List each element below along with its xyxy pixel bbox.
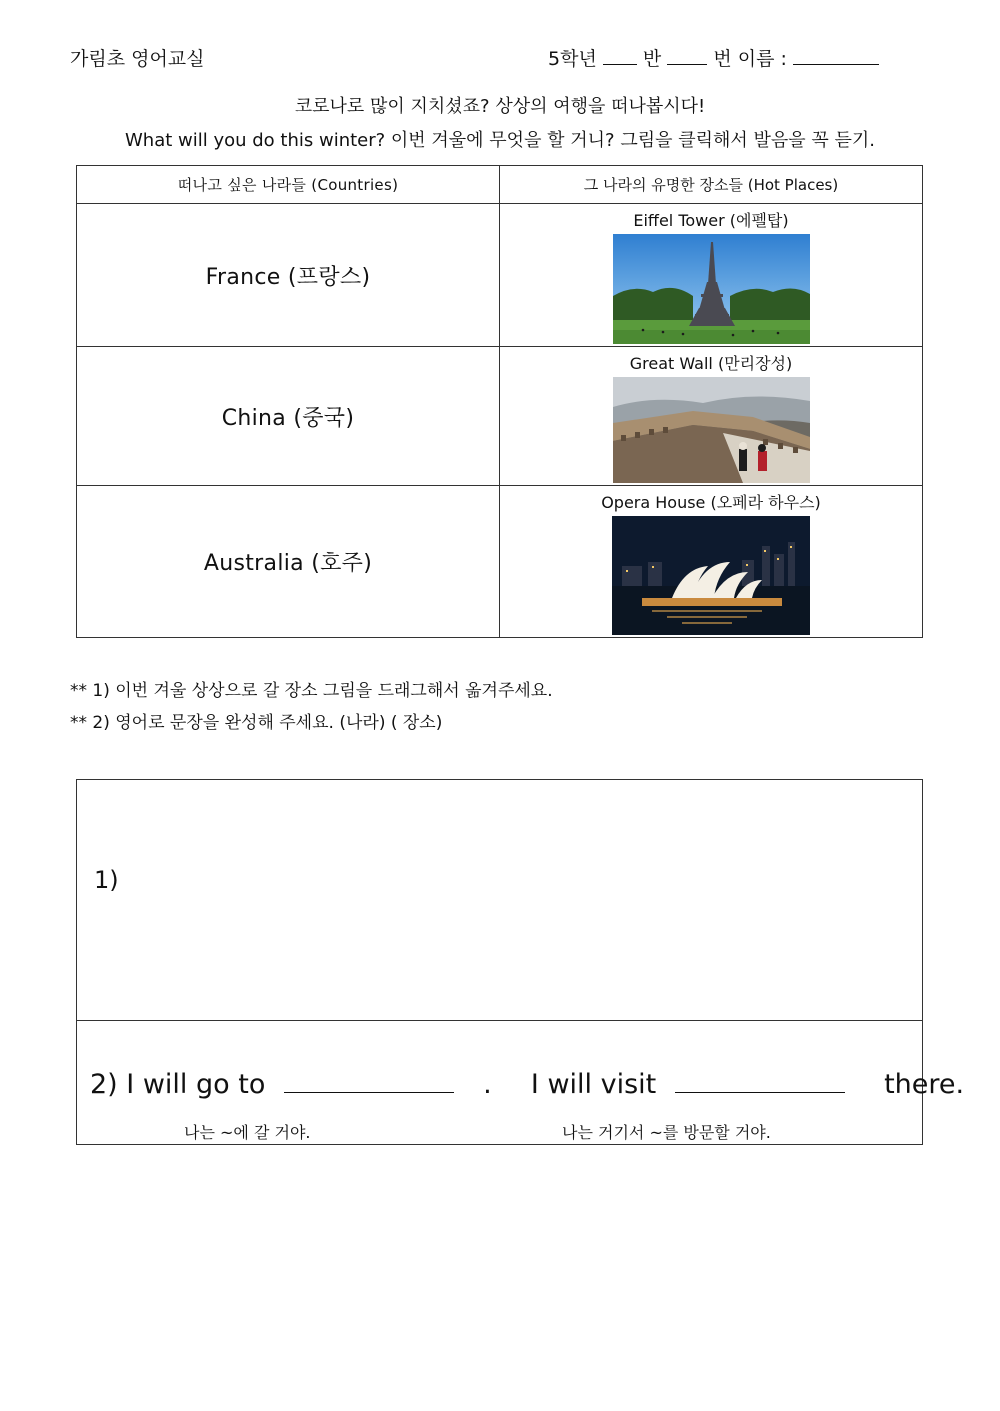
country-china: China (중국) [77, 347, 500, 486]
intro-line-1: 코로나로 많이 지치셨죠? 상상의 여행을 떠나봅시다! [294, 96, 706, 117]
place-cell-china [500, 347, 923, 486]
sentence-period: . [483, 1069, 492, 1100]
name-label: 이름 : [737, 48, 787, 70]
place-blank[interactable] [675, 1068, 845, 1093]
sentence-part-visit: I will visit [530, 1069, 657, 1100]
instruction-step-1: ** 1) 이번 겨울 상상으로 갈 장소 그림을 드래그해서 옮겨주세요. [70, 681, 553, 701]
table-row-france [77, 204, 923, 347]
school-class-title: 가림초 영어교실 [70, 48, 205, 70]
translation-go: 나는 ~에 갈 거야. [184, 1123, 311, 1142]
place-name-great-wall: Great Wall (만리장성) [629, 354, 793, 373]
table-row-china [77, 347, 923, 486]
answer-1-label: 1) [94, 866, 119, 894]
places-header: 그 나라의 유명한 장소들 (Hot Places) [500, 166, 923, 204]
sentence-part-go: 2) I will go to [90, 1069, 266, 1100]
great-wall-photo[interactable] [613, 377, 810, 483]
answer-2-sentence [90, 1068, 964, 1100]
table-row-australia [77, 486, 923, 638]
table-header-row [77, 166, 923, 204]
place-cell-australia [500, 486, 923, 638]
instruction-step-2: ** 2) 영어로 문장을 완성해 주세요. (나라) ( 장소) [70, 713, 443, 733]
answer-divider [76, 1020, 923, 1021]
opera-house-photo[interactable] [612, 516, 810, 635]
name-blank[interactable] [793, 46, 879, 65]
sentence-part-there: there. [884, 1069, 965, 1100]
grade-label: 5학년 [548, 48, 597, 70]
number-label: 번 [713, 48, 732, 70]
countries-header: 떠나고 싶은 나라들 (Countries) [77, 166, 500, 204]
place-name-eiffel: Eiffel Tower (에펠탑) [633, 211, 789, 230]
eiffel-tower-photo[interactable] [613, 234, 810, 344]
class-blank[interactable] [667, 46, 707, 65]
country-france: France (프랑스) [77, 204, 500, 347]
places-table [76, 165, 923, 638]
intro-line-2: What will you do this winter? 이번 겨울에 무엇을 할 거니? 그림을 클릭해서 발음을 꼭 듣기. [124, 130, 875, 151]
student-info [548, 44, 879, 71]
country-blank[interactable] [284, 1068, 454, 1093]
country-australia: Australia (호주) [77, 486, 500, 638]
place-cell-france [500, 204, 923, 347]
place-name-opera-house: Opera House (오페라 하우스) [601, 493, 821, 512]
class-label: 반 [642, 48, 662, 70]
grade-blank[interactable] [603, 46, 637, 65]
translation-visit: 나는 거기서 ~를 방문할 거야. [562, 1123, 771, 1142]
